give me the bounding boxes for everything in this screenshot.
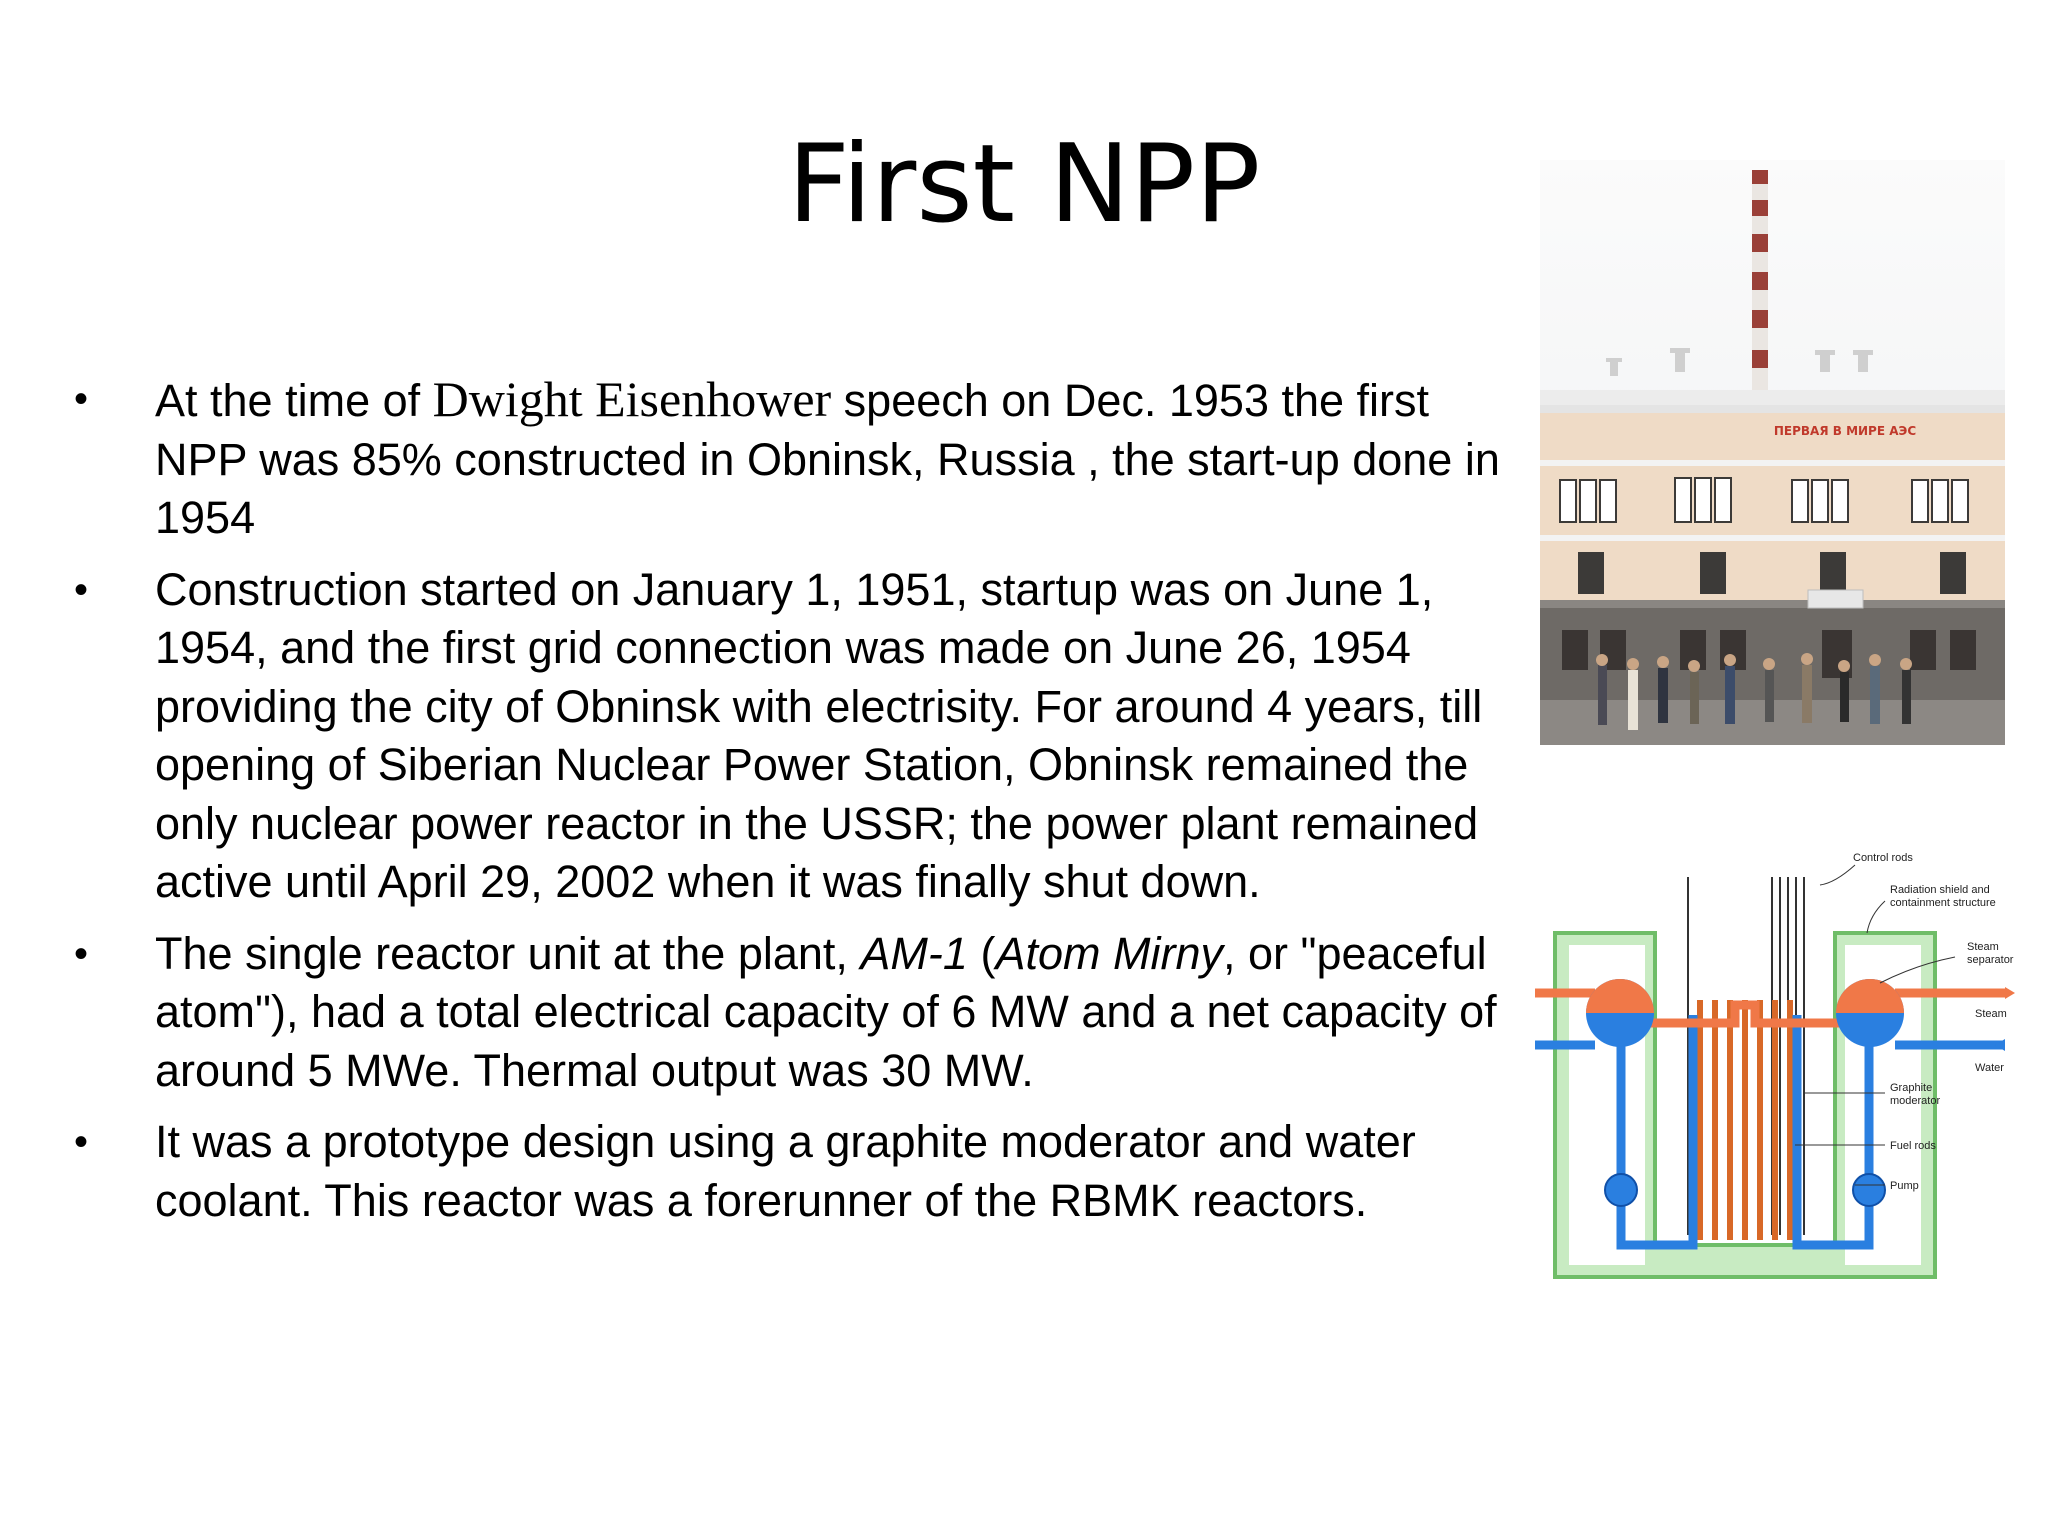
label-steam-separator-2: separator: [1967, 954, 2014, 966]
bullet-item: [68, 925, 1518, 1101]
label-steam-separator-1: Steam: [1967, 941, 1999, 953]
bullet-text: (: [967, 927, 996, 979]
bullet-text: Construction started on January 1, 1951, startup was on June 1, 1954, and the first grid connection was made on June 26, 1954 providing the city of Obninsk with electrisity. For around 4 years, till opening of Siberian Nuclear Power Station, Obninsk remained the only nuclear power reactor in the USSR; the power plant remained active until April 29, 2002 when it was finally shut down.: [155, 563, 1483, 907]
label-steam: Steam: [1975, 1008, 2007, 1020]
bullet-dot-icon: •: [74, 377, 89, 421]
bullet-dot-icon: •: [74, 931, 89, 976]
bullet-text: At the time of: [155, 375, 433, 426]
label-shield-2: containment structure: [1890, 897, 1996, 909]
bullet-text: speech on Dec. 1953 the first NPP was 85% constructed in Obninsk, Russia , the start-up done in 1954: [155, 375, 1500, 543]
building-sign: ПЕРВАЯ В МИРЕ АЭС: [1773, 424, 1917, 438]
slide-title: First NPP: [787, 122, 1261, 247]
bullet-dot-icon: •: [74, 1120, 89, 1164]
label-graphite-2: moderator: [1890, 1095, 1941, 1107]
bullet-item: [68, 561, 1518, 912]
bullet-list: [68, 370, 1518, 1243]
fuel-rods: [1700, 1000, 1790, 1240]
reactor-diagram: [1535, 845, 2018, 1283]
bullet-emphasis: Atom Mirny: [995, 927, 1223, 979]
bullet-item: [68, 370, 1518, 548]
bullet-dot-icon: •: [74, 567, 89, 612]
label-fuel-rods: Fuel rods: [1890, 1140, 1936, 1152]
bullet-text: The single reactor unit at the plant,: [155, 927, 861, 979]
label-control-rods: Control rods: [1853, 852, 1913, 864]
label-shield-1: Radiation shield and: [1890, 884, 1990, 896]
bullet-emphasis: AM-1: [860, 927, 968, 979]
label-graphite-1: Graphite: [1890, 1082, 1933, 1094]
chimney: [1752, 170, 1768, 400]
label-pump: Pump: [1890, 1180, 1919, 1192]
bullet-item: [68, 1113, 1518, 1230]
label-water: Water: [1975, 1062, 2004, 1074]
balcony: [1808, 590, 1863, 608]
npp-building-photo: [1540, 160, 2005, 745]
bullet-text: It was a prototype design using a graphite moderator and water coolant. This reactor was a forerunner of the RBMK reactors.: [155, 1116, 1416, 1226]
bullet-text: , or "peaceful atom"), had a total electrical capacity of 6 MW and a net capacity of around 5 MWe. Thermal output was 30 MW.: [155, 927, 1497, 1096]
bullet-name: Dwight Eisenhower: [432, 371, 832, 427]
